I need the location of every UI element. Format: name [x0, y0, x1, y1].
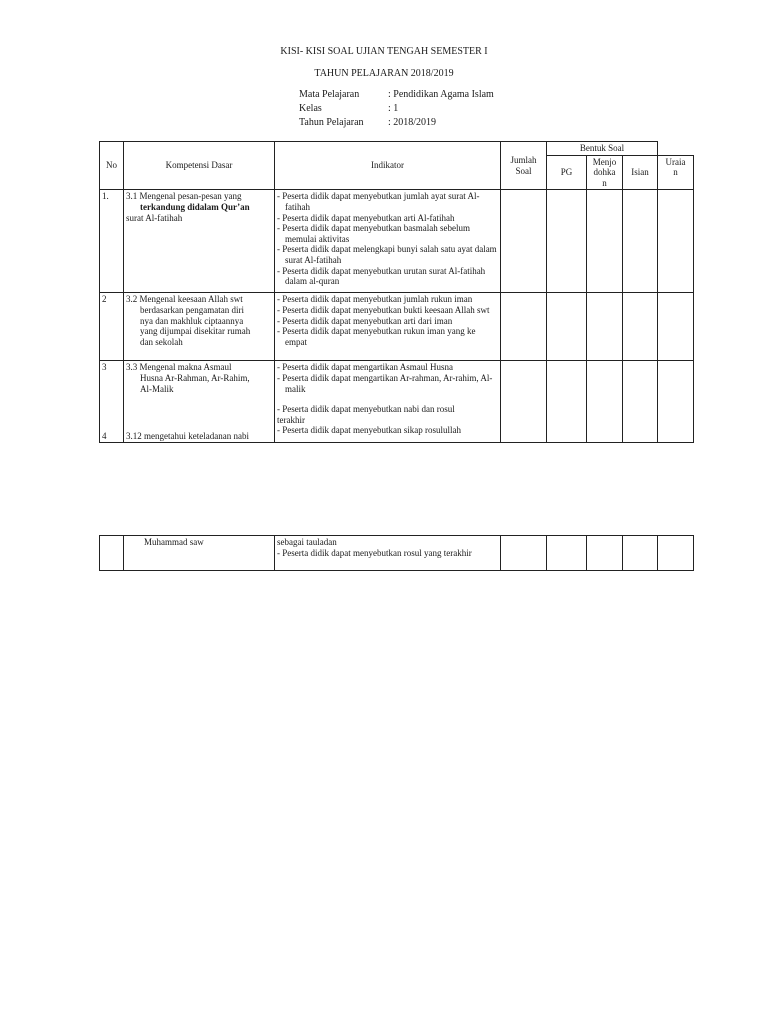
- header-soal-line: Soal: [515, 165, 532, 176]
- indikator-item: - Peserta didik dapat menyebutkan jumlah rukun iman: [277, 294, 473, 305]
- row-indikator: [275, 361, 501, 443]
- header-menjodohkan: [587, 155, 623, 190]
- indikator-item: - Peserta didik dapat menyebutkan rosul yang terakhir: [277, 547, 472, 558]
- header-indikator: Indikator: [275, 142, 501, 190]
- indikator-item: - Peserta didik dapat menyebutkan basmalah sebelum memulai aktivitas: [277, 223, 470, 244]
- table-row: [100, 190, 694, 293]
- row-indikator: [275, 190, 501, 293]
- kisi-kisi-table: [99, 141, 694, 443]
- meta-row-subject: [299, 88, 494, 102]
- meta-value: : Pendidikan Agama Islam: [388, 89, 494, 100]
- document-meta: [299, 88, 494, 130]
- row-pg: [547, 536, 587, 571]
- row-kompetensi: [124, 190, 275, 293]
- indikator-item: - Peserta didik dapat menyebutkan rukun iman yang ke empat: [277, 326, 476, 347]
- indikator-item: sebagai tauladan: [277, 537, 337, 547]
- row-jumlah-soal: [501, 361, 547, 443]
- row-isian: [623, 536, 658, 571]
- kompetensi-line: dan sekolah: [140, 336, 183, 347]
- kompetensi-line: 3.3 Mengenal makna Asmaul: [126, 362, 232, 373]
- row-uraian: [658, 536, 694, 571]
- meta-row-class: [299, 102, 494, 116]
- header-isian: Isian: [623, 155, 658, 190]
- row-no: [100, 361, 124, 443]
- row-menjodohkan: [587, 536, 623, 571]
- indikator-item: - Peserta didik dapat menyebutkan sikap rosulullah: [277, 425, 461, 436]
- indikator-item: - Peserta didik dapat menyebutkan bukti keesaan Allah swt: [277, 304, 490, 315]
- row-jumlah-soal: [501, 536, 547, 571]
- row-pg: [547, 361, 587, 443]
- kompetensi-line: surat Al-fatihah: [126, 212, 183, 223]
- row-kompetensi: [124, 293, 275, 361]
- row-isian: [623, 293, 658, 361]
- header-bentuk-soal: Bentuk Soal: [547, 142, 658, 156]
- indikator-spacer: [277, 394, 498, 404]
- row-menjodohkan: [587, 190, 623, 293]
- header-jumlah-soal: [501, 142, 547, 190]
- indikator-item: - Peserta didik dapat menyebutkan jumlah ayat surat Al-fatihah: [277, 191, 480, 212]
- kompetensi-line: Husna Ar-Rahman, Ar-Rahim,: [140, 372, 250, 383]
- indikator-item: - Peserta didik dapat menyebutkan arti dari iman: [277, 315, 453, 326]
- header-jumlah-line: Jumlah: [510, 155, 537, 166]
- meta-label: Tahun Pelajaran: [299, 117, 364, 128]
- table-row: [100, 536, 694, 571]
- row-kompetensi: [124, 536, 275, 571]
- header-uraian-line: n: [673, 167, 678, 178]
- row-indikator: [275, 536, 501, 571]
- indikator-item: - Peserta didik dapat menyebutkan urutan surat Al-fatihah dalam al-quran: [277, 265, 486, 287]
- header-row-top: [100, 142, 694, 156]
- meta-label: Mata Pelajaran: [299, 89, 360, 100]
- document-title: KISI- KISI SOAL UJIAN TENGAH SEMESTER I: [280, 46, 488, 57]
- row-uraian: [658, 293, 694, 361]
- meta-row-year: [299, 116, 494, 130]
- row-indikator: [275, 293, 501, 361]
- row-no: 1.: [100, 190, 124, 293]
- header-menjodohkan-line: Menjo: [592, 156, 617, 167]
- indikator-item: - Peserta didik dapat mengartikan Ar-rahman, Ar-rahim, Al-malik: [277, 372, 493, 394]
- kompetensi-line: terkandung didalam Qur’an: [140, 201, 250, 212]
- row-kompetensi: [124, 361, 275, 443]
- kompetensi-line: 3.12 mengetahui keteladanan nabi: [126, 430, 249, 441]
- indikator-item: - Peserta didik dapat melengkapi bunyi salah satu ayat dalam surat Al-fatihah: [277, 244, 497, 265]
- table-row: [100, 361, 694, 443]
- row-menjodohkan: [587, 293, 623, 361]
- kompetensi-line: Muhammad saw: [144, 537, 204, 547]
- kompetensi-line: nya dan makhluk ciptaannya: [140, 315, 244, 326]
- kompetensi-line: Al-Malik: [140, 383, 174, 394]
- indikator-item: - Peserta didik dapat menyebutkan nabi dan rosul: [277, 404, 455, 415]
- kompetensi-line: 3.2 Mengenal keesaan Allah swt: [126, 294, 243, 305]
- header-blank: [658, 142, 694, 156]
- meta-value: : 2018/2019: [388, 117, 437, 128]
- header-menjodohkan-line: dohka: [593, 167, 616, 178]
- continuation-table: [99, 535, 694, 571]
- header-no: No: [100, 142, 124, 190]
- row-isian: [623, 190, 658, 293]
- indikator-item: - Peserta didik dapat menyebutkan arti Al-fatihah: [277, 212, 455, 223]
- row-no: 2: [100, 293, 124, 361]
- row-no: [100, 536, 124, 571]
- row-jumlah-soal: [501, 293, 547, 361]
- row-uraian: [658, 361, 694, 443]
- kompetensi-line: yang dijumpai disekitar rumah: [140, 326, 251, 337]
- header-uraian-line: Uraia: [665, 156, 686, 167]
- row-no-value: 4: [102, 430, 107, 441]
- row-uraian: [658, 190, 694, 293]
- header-menjodohkan-line: n: [602, 177, 607, 188]
- header-uraian: [658, 155, 694, 190]
- meta-label: Kelas: [299, 103, 322, 114]
- kompetensi-line: berdasarkan pengamatan diri: [140, 304, 244, 315]
- header-pg: PG: [547, 155, 587, 190]
- meta-value: : 1: [388, 103, 399, 114]
- row-menjodohkan: [587, 361, 623, 443]
- row-jumlah-soal: [501, 190, 547, 293]
- row-pg: [547, 190, 587, 293]
- indikator-item: terakhir: [277, 414, 305, 425]
- header-kompetensi: Kompetensi Dasar: [124, 142, 275, 190]
- indikator-item: - Peserta didik dapat mengartikan Asmaul Husna: [277, 362, 453, 373]
- row-no-value: 3: [102, 362, 107, 373]
- row-isian: [623, 361, 658, 443]
- table-row: [100, 293, 694, 361]
- kompetensi-line: 3.1 Mengenal pesan-pesan yang: [126, 191, 242, 202]
- row-pg: [547, 293, 587, 361]
- document-subtitle: TAHUN PELAJARAN 2018/2019: [314, 68, 454, 79]
